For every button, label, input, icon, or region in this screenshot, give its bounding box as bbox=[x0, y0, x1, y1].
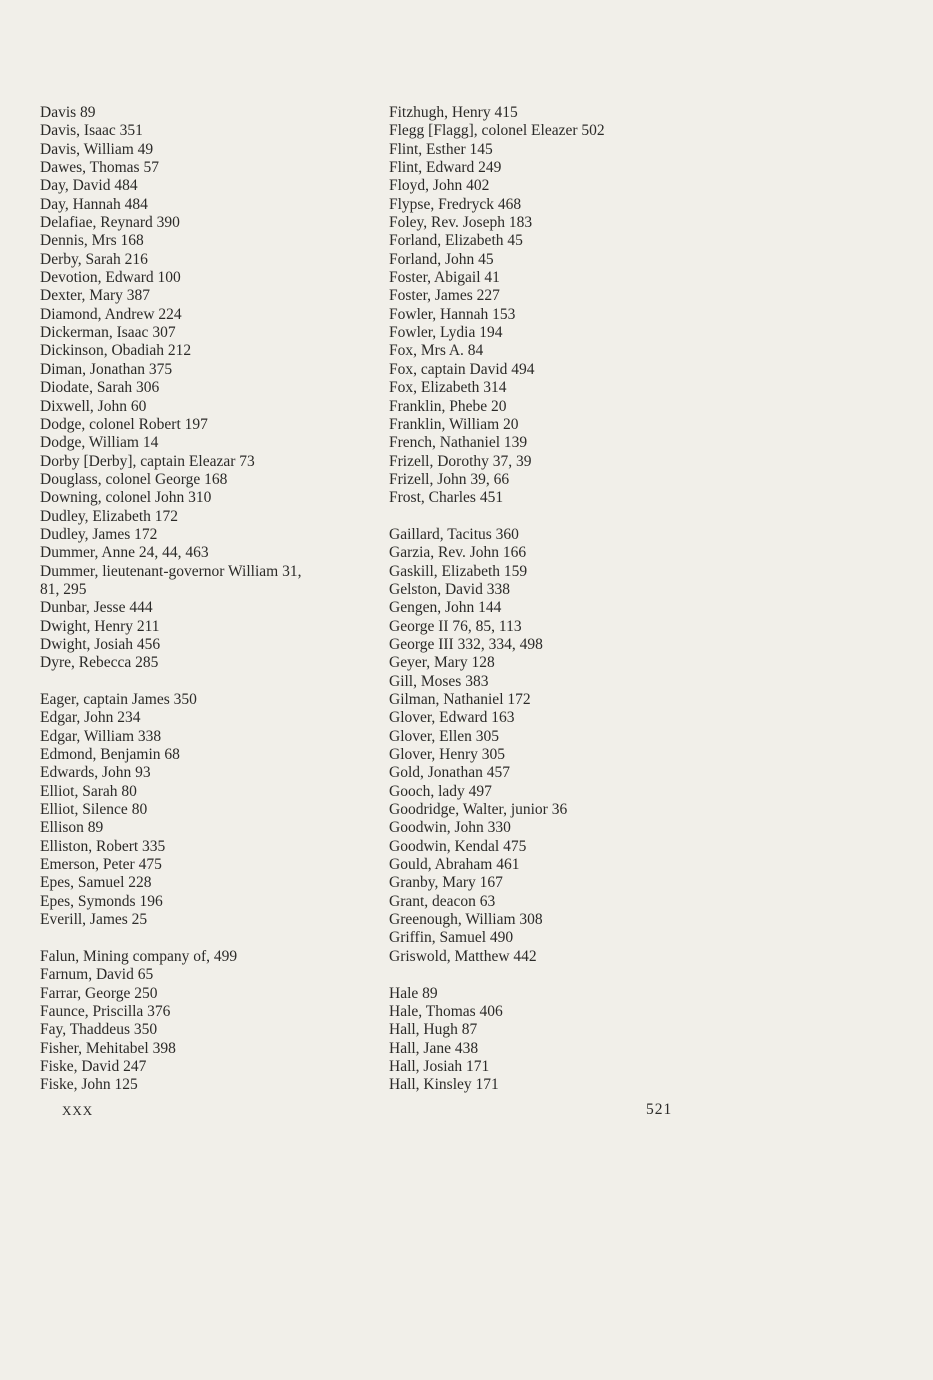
index-entry: Dyre, Rebecca 285 bbox=[40, 654, 159, 672]
index-entry: Dawes, Thomas 57 bbox=[40, 159, 159, 177]
index-entry: Franklin, Phebe 20 bbox=[389, 397, 507, 415]
index-entry: Douglass, colonel George 168 bbox=[40, 470, 228, 488]
index-entry: Foster, James 227 bbox=[389, 287, 500, 305]
index-entry: Dennis, Mrs 168 bbox=[40, 232, 144, 250]
index-entry: Devotion, Edward 100 bbox=[40, 269, 181, 287]
index-entry: Edgar, William 338 bbox=[40, 727, 162, 745]
index-entry: Diodate, Sarah 306 bbox=[40, 379, 160, 397]
index-entry: Fowler, Hannah 153 bbox=[389, 305, 516, 323]
index-entry: Dudley, James 172 bbox=[40, 525, 158, 543]
index-entry: Dummer, lieutenant-governor William 31, bbox=[40, 562, 302, 580]
index-entry: Floyd, John 402 bbox=[389, 177, 490, 195]
index-entry: Glover, Edward 163 bbox=[389, 709, 515, 727]
index-column-right bbox=[389, 104, 679, 1095]
section-gap bbox=[389, 508, 679, 526]
index-entry: Everill, James 25 bbox=[40, 911, 148, 929]
index-entry: Edmond, Benjamin 68 bbox=[40, 746, 180, 764]
index-entry: Diman, Jonathan 375 bbox=[40, 360, 173, 378]
index-entry: Dunbar, Jesse 444 bbox=[40, 599, 153, 617]
index-entry: Ellison 89 bbox=[40, 819, 104, 837]
index-entry: Foster, Abigail 41 bbox=[389, 269, 500, 287]
index-entry: George III 332, 334, 498 bbox=[389, 635, 543, 653]
index-entry: Derby, Sarah 216 bbox=[40, 250, 148, 268]
index-entry: Forland, John 45 bbox=[389, 250, 494, 268]
page-number: 521 bbox=[646, 1101, 673, 1118]
index-entry: Davis 89 bbox=[40, 104, 96, 121]
index-entry: Dodge, colonel Robert 197 bbox=[40, 415, 208, 433]
index-entry: Hall, Hugh 87 bbox=[389, 1021, 478, 1039]
index-entry: Greenough, William 308 bbox=[389, 911, 543, 929]
index-entry: Goodwin, Kendal 475 bbox=[389, 837, 527, 855]
index-entry: Day, David 484 bbox=[40, 177, 138, 195]
section-gap bbox=[389, 966, 679, 984]
index-entry: Dexter, Mary 387 bbox=[40, 287, 150, 305]
section-gap bbox=[40, 673, 370, 691]
index-entry: Griswold, Matthew 442 bbox=[389, 947, 537, 965]
index-entry: Geyer, Mary 128 bbox=[389, 654, 495, 672]
index-entry: Gould, Abraham 461 bbox=[389, 856, 520, 874]
index-entry: Fiske, David 247 bbox=[40, 1057, 147, 1075]
index-entry: Glover, Henry 305 bbox=[389, 746, 506, 764]
section-gap bbox=[40, 929, 370, 947]
index-entry: Epes, Samuel 228 bbox=[40, 874, 152, 892]
index-entry: George II 76, 85, 113 bbox=[389, 617, 522, 635]
index-entry: Dickerman, Isaac 307 bbox=[40, 324, 176, 342]
index-entry: Fay, Thaddeus 350 bbox=[40, 1021, 158, 1039]
index-entry: Epes, Symonds 196 bbox=[40, 892, 163, 910]
index-entry: Fisher, Mehitabel 398 bbox=[40, 1039, 176, 1057]
index-entry: Elliot, Sarah 80 bbox=[40, 782, 137, 800]
index-entry: Downing, colonel John 310 bbox=[40, 489, 212, 507]
index-entry: Dodge, William 14 bbox=[40, 434, 159, 452]
index-entry: Grant, deacon 63 bbox=[389, 892, 496, 910]
index-entry: French, Nathaniel 139 bbox=[389, 434, 528, 452]
index-entry: Frizell, Dorothy 37, 39 bbox=[389, 452, 532, 470]
index-entry: Farnum, David 65 bbox=[40, 966, 154, 984]
index-entry: Gooch, lady 497 bbox=[389, 782, 492, 800]
index-entry: Foley, Rev. Joseph 183 bbox=[389, 214, 533, 232]
index-entry: Garzia, Rev. John 166 bbox=[389, 544, 527, 562]
index-entry: Dummer, Anne 24, 44, 463 bbox=[40, 544, 209, 562]
index-entry: 81, 295 bbox=[40, 580, 87, 598]
index-entry: Gilman, Nathaniel 172 bbox=[389, 691, 531, 708]
index-entry: Eager, captain James 350 bbox=[40, 691, 197, 708]
index-entry: Griffin, Samuel 490 bbox=[389, 929, 514, 947]
index-entry: Flegg [Flagg], colonel Eleazer 502 bbox=[389, 122, 605, 140]
index-entry: Gelston, David 338 bbox=[389, 580, 510, 598]
index-entry: Davis, Isaac 351 bbox=[40, 122, 143, 140]
index-entry: Flypse, Fredryck 468 bbox=[389, 195, 522, 213]
index-entry: Davis, William 49 bbox=[40, 140, 154, 158]
index-entry: Diamond, Andrew 224 bbox=[40, 305, 182, 323]
index-entry: Fiske, John 125 bbox=[40, 1076, 138, 1094]
index-entry: Faunce, Priscilla 376 bbox=[40, 1002, 171, 1020]
index-entry: Forland, Elizabeth 45 bbox=[389, 232, 523, 250]
index-column-left bbox=[40, 104, 370, 1095]
index-entry: Delafiae, Reynard 390 bbox=[40, 214, 180, 232]
index-entry: Fox, Mrs A. 84 bbox=[389, 342, 484, 360]
index-entry: Gill, Moses 383 bbox=[389, 672, 489, 690]
index-entry: Emerson, Peter 475 bbox=[40, 856, 162, 874]
index-entry: Edwards, John 93 bbox=[40, 764, 151, 782]
index-entry: Dickinson, Obadiah 212 bbox=[40, 342, 192, 360]
index-entry: Flint, Edward 249 bbox=[389, 159, 502, 177]
index-entry: Granby, Mary 167 bbox=[389, 874, 503, 892]
index-entry: Day, Hannah 484 bbox=[40, 195, 148, 213]
index-entry: Frizell, John 39, 66 bbox=[389, 470, 510, 488]
index-entry: Frost, Charles 451 bbox=[389, 489, 504, 507]
index-entry: Fowler, Lydia 194 bbox=[389, 324, 503, 342]
index-entry: Hall, Josiah 171 bbox=[389, 1057, 490, 1075]
index-entry: Dorby [Derby], captain Eleazar 73 bbox=[40, 452, 255, 470]
index-entry: Dwight, Josiah 456 bbox=[40, 635, 161, 653]
signature-mark: XXX bbox=[62, 1103, 94, 1118]
index-entry: Hale 89 bbox=[389, 984, 438, 1002]
index-entry: Elliot, Silence 80 bbox=[40, 801, 148, 819]
index-entry: Franklin, William 20 bbox=[389, 415, 519, 433]
index-entry: Gaskill, Elizabeth 159 bbox=[389, 562, 528, 580]
index-entry: Flint, Esther 145 bbox=[389, 140, 493, 158]
index-entry: Farrar, George 250 bbox=[40, 984, 158, 1002]
index-entry: Fox, captain David 494 bbox=[389, 360, 535, 378]
index-entry: Gaillard, Tacitus 360 bbox=[389, 525, 519, 543]
index-entry: Falun, Mining company of, 499 bbox=[40, 947, 238, 965]
index-entry: Fox, Elizabeth 314 bbox=[389, 379, 507, 397]
index-entry: Gengen, John 144 bbox=[389, 599, 502, 617]
index-entry: Hall, Kinsley 171 bbox=[389, 1076, 499, 1094]
index-entry: Dwight, Henry 211 bbox=[40, 617, 160, 635]
index-entry: Goodwin, John 330 bbox=[389, 819, 511, 837]
index-entry: Hall, Jane 438 bbox=[389, 1039, 479, 1057]
index-entry: Edgar, John 234 bbox=[40, 709, 141, 727]
index-entry: Dudley, Elizabeth 172 bbox=[40, 507, 179, 525]
index-entry: Glover, Ellen 305 bbox=[389, 727, 500, 745]
index-entry: Gold, Jonathan 457 bbox=[389, 764, 510, 782]
index-entry: Elliston, Robert 335 bbox=[40, 837, 166, 855]
index-entry: Hale, Thomas 406 bbox=[389, 1002, 503, 1020]
index-entry: Fitzhugh, Henry 415 bbox=[389, 104, 518, 121]
index-entry: Goodridge, Walter, junior 36 bbox=[389, 801, 568, 819]
index-entry: Dixwell, John 60 bbox=[40, 397, 147, 415]
